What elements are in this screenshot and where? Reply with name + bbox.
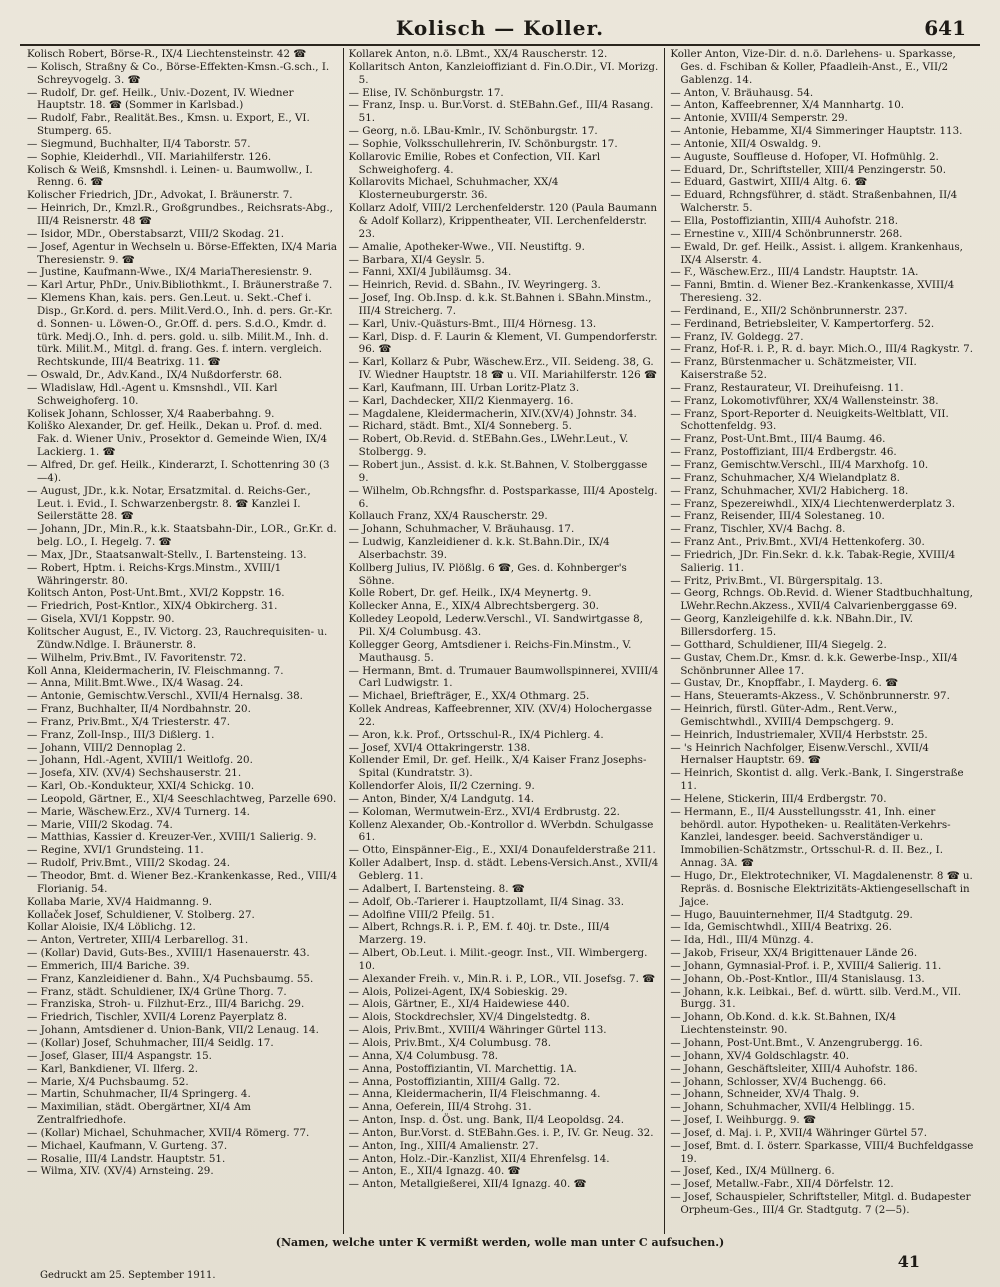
- directory-entry: — Justine, Kaufmann-Wwe., IX/4 MariaTheresienstr. 9.: [27, 266, 313, 279]
- directory-entry: — Rudolf, Dr. gef. Heilk., Univ.-Dozent, IV. Wiedner Hauptstr. 18. ☎ (Sommer in Karlsbad.): [27, 86, 294, 112]
- directory-entry: — Karl Artur, PhDr., Univ.Bibliothkmt., I. Bräunerstraße 7.: [27, 279, 333, 292]
- directory-entry: — Robert, Ob.Revid. d. StEBahn.Ges., LWehr.Leut., V. Stolbergg. 9.: [348, 433, 629, 459]
- directory-entry: — Heinrich, Dr., Kmzl.R., Großgrundbes., Reichsrats-Abg., III/4 Reisnerstr. 48 ☎: [27, 202, 333, 227]
- directory-entry: — Siegmund, Buchhalter, II/4 Taborstr. 57.: [27, 137, 251, 150]
- directory-entry: — Anton, V. Bräuhausg. 54.: [670, 86, 814, 99]
- directory-entry: — Alexander Freih. v., Min.R. i. P., LOR., VII. Josefsg. 7. ☎: [348, 972, 655, 985]
- directory-entry: — Karl, Kaufmann, III. Urban Loritz-Platz 3.: [348, 381, 580, 394]
- directory-entry: — Franz, Tischler, XV/4 Bachg. 8.: [670, 523, 846, 536]
- directory-entry: — Josef, Agentur in Wechseln u. Börse-Effekten, IX/4 Maria Theresienstr. 9. ☎: [27, 240, 338, 266]
- directory-entry: — Helene, Stickerin, III/4 Erdbergstr. 70.: [670, 792, 887, 805]
- directory-entry: — Elise, IV. Schönburgstr. 17.: [348, 86, 504, 99]
- print-date: Gedruckt am 25. September 1911.: [40, 1270, 216, 1281]
- directory-entry: — Karl, Kollarz & Pubr, Wäschew.Erz., VII. Seideng. 38, G. IV. Wiedner Hauptstr. 18 ☎ u. VII. Mariahilferstr. 126 ☎: [348, 356, 657, 382]
- directory-entry: — Alois, Priv.Bmt., XVIII/4 Währinger Gürtel 113.: [348, 1024, 607, 1037]
- directory-entry: — Franz, Priv.Bmt., X/4 Triesterstr. 47.: [27, 715, 231, 728]
- directory-entry: — Adalbert, I. Bartensteing. 8. ☎: [348, 882, 525, 895]
- directory-entry: Kollaček Josef, Schuldiener, V. Stolberg. 27.: [27, 908, 255, 921]
- directory-entry: — Karl, Bankdiener, VI. Ilferg. 2.: [27, 1062, 198, 1075]
- directory-entry: — Anton, Holz.-Dir.-Kanzlist, XII/4 Ehrenfelsg. 14.: [348, 1152, 610, 1165]
- directory-entry: — Franz, Bürstenmacher u. Schätzmeister, VII. Kaiserstraße 52.: [670, 356, 917, 382]
- directory-entry: — Alois, Polizei-Agent, IX/4 Sobieskig. 29.: [348, 985, 568, 998]
- directory-entry: — Antonie, XVIII/4 Semperstr. 29.: [670, 112, 848, 125]
- directory-entry: Kolle Robert, Dr. gef. Heilk., IX/4 Meynertg. 9.: [348, 587, 592, 600]
- directory-entry: — Eduard, Rchngsführer, d. städt. Straßenbahnen, II/4 Walcherstr. 5.: [670, 189, 958, 215]
- column-1: [22, 48, 343, 1234]
- directory-entry: — Johann, Ob.-Post-Kntlor., III/4 Stanislausg. 13.: [670, 972, 925, 985]
- directory-entry: — Josef, XVI/4 Ottakringerstr. 138.: [348, 741, 531, 754]
- directory-entry: — Eduard, Dr., Schriftsteller, XIII/4 Penzingerstr. 50.: [670, 163, 946, 176]
- directory-entry: — Johann, VIII/2 Dennoplag 2.: [27, 741, 186, 754]
- directory-entry: — Amalie, Apotheker-Wwe., VII. Neustiftg. 9.: [348, 240, 585, 253]
- directory-entry: — Otto, Einspänner-Eig., E., XXI/4 Donaufelderstraße 211.: [348, 844, 656, 857]
- directory-entry: — Johann, Hdl.-Agent, XVIII/1 Weitlofg. 20.: [27, 754, 253, 767]
- directory-entry: — Franz, städt. Schuldiener, IX/4 Grüne Thorg. 7.: [27, 985, 287, 998]
- directory-entry: — Johann, XV/4 Goldschlagstr. 40.: [670, 1049, 850, 1062]
- directory-entry: — Matthias, Kassier d. Kreuzer-Ver., XVIII/1 Salierig. 9.: [27, 831, 317, 844]
- directory-entry: — Josef, Bmt. d. I. österr. Sparkasse, VIII/4 Buchfeldgasse 19.: [670, 1139, 974, 1165]
- directory-entry: — Max, JDr., Staatsanwalt-Stellv., I. Bartensteing. 13.: [27, 548, 307, 561]
- directory-entry: — Ella, Postoffiziantin, XIII/4 Auhofstr. 218.: [670, 214, 898, 227]
- directory-entry: — Franz, Insp. u. Bur.Vorst. d. StEBahn.Gef., III/4 Rasang. 51.: [348, 99, 654, 125]
- directory-entry: — Anna, Kleidermacherin, II/4 Fleischmanng. 4.: [348, 1088, 601, 1101]
- directory-entry: Kollender Emil, Dr. gef. Heilk., X/4 Kaiser Franz Josephs-Spital (Kundratstr. 3).: [348, 754, 647, 780]
- directory-entry: — (Kollar) David, Guts-Bes., XVIII/1 Hasenauerstr. 43.: [27, 947, 310, 960]
- directory-entry: — Rosalie, III/4 Landstr. Hauptstr. 51.: [27, 1152, 226, 1165]
- directory-entry: — Franz, Post-Unt.Bmt., III/4 Baumg. 46.: [670, 433, 886, 446]
- directory-entry: — Robert, Hptm. i. Reichs-Krgs.Minstm., XVIII/1 Währingerstr. 80.: [27, 561, 282, 587]
- directory-entry: — Franz, Buchhalter, II/4 Nordbahnstr. 20.: [27, 703, 251, 716]
- directory-entry: Kollegger Georg, Amtsdiener i. Reichs-Fin.Minstm., V. Mauthausg. 5.: [348, 638, 632, 664]
- directory-entry: — Josef, d. Maj. i. P., XVII/4 Währinger Gürtel 57.: [670, 1126, 928, 1139]
- directory-entry: Koll Anna, Kleidermacherin, IV. Fleischmanng. 7.: [27, 664, 284, 677]
- directory-entry: — Ferdinand, E., XII/2 Schönbrunnerstr. 237.: [670, 304, 908, 317]
- page-header: [20, 10, 980, 44]
- directory-entry: — Klemens Khan, kais. pers. Gen.Leut. u. Sekt.-Chef i. Disp., Gr.Kord. d. pers. Milit.Verd.O., Inh. d. pers. Gr.-Kr. d. Sonnen- u. Löwen-O., Gr.Off. d. pers. S.d.O., Kmdr. d. türk. Medj.O., Inh. d. pers. gold. u. silb. Milit.M., Inh. d. türk. Milit.M., Mitgl. d. frang. Ges. f. intern. vergleich. Rechtskunde, III/4 Beatrixg. 11. ☎: [27, 292, 333, 369]
- directory-entry: Kollarovits Michael, Schuhmacher, XX/4 Klosterneuburgerstr. 36.: [348, 176, 559, 202]
- directory-entry: — Emmerich, III/4 Bariche. 39.: [27, 959, 190, 972]
- directory-entry: — Franz, Lokomotivführer, XX/4 Wallensteinstr. 38.: [670, 394, 939, 407]
- header-rule: [20, 44, 980, 46]
- directory-entry: — Heinrich, Revid. d. SBahn., IV. Weyringerg. 3.: [348, 279, 601, 292]
- directory-entry: — Albert, Rchngs.R. i. P., EM. f. 40j. tr. Dste., III/4 Marzerg. 19.: [348, 921, 610, 947]
- directory-entry: Kollarz Adolf, VIII/2 Lerchenfelderstr. 120 (Paula Baumann & Adolf Kollarz), Krippentheater, VII. Lerchenfelderstr. 23.: [348, 202, 658, 240]
- directory-entry: — Ewald, Dr. gef. Heilk., Assist. i. allgem. Krankenhaus, IX/4 Alserstr. 4.: [670, 240, 963, 266]
- directory-entry: — Jakob, Friseur, XX/4 Brigittenauer Lände 26.: [670, 947, 918, 960]
- directory-entry: — Anton, Binder, X/4 Landgutg. 14.: [348, 792, 535, 805]
- directory-entry: — Franz, Reisender, III/4 Solestaneg. 10.: [670, 510, 885, 523]
- directory-entry: — Friedrich, Post-Kntlor., XIX/4 Obkircherg. 31.: [27, 600, 278, 613]
- directory-entry: Kollecker Anna, E., XIX/4 Albrechtsbergerg. 30.: [348, 600, 599, 613]
- directory-entry: — Hugo, Bauuinternehmer, II/4 Stadtgutg. 29.: [670, 908, 913, 921]
- directory-entry: — Franz, Zoll-Insp., III/3 Dißlerg. 1.: [27, 728, 215, 741]
- directory-entry: Kollarovic Emilie, Robes et Confection, VII. Karl Schweighoferg. 4.: [348, 150, 601, 176]
- directory-entry: Kollenz Alexander, Ob.-Kontrollor d. WVerbdn. Schulgasse 61.: [348, 818, 654, 844]
- directory-entry: — Johann, Ob.Kond. d. k.k. St.Bahnen, IX/4 Liechtensteinstr. 90.: [670, 1011, 897, 1037]
- directory-entry: — Michael, Briefträger, E., XX/4 Othmarg. 25.: [348, 690, 590, 703]
- directory-entry: — Marie, X/4 Puchsbaumg. 52.: [27, 1075, 189, 1088]
- directory-entry: — Anton, Insp. d. Öst. ung. Bank, II/4 Leopoldsg. 24.: [348, 1114, 625, 1127]
- directory-entry: — Gustav, Dr., Knopffabr., I. Mayderg. 6. ☎: [670, 677, 898, 690]
- directory-entry: — Hermann, Bmt. d. Trumauer Baumwollspinnerei, XVIII/4 Carl Ludwigstr. 1.: [348, 664, 659, 690]
- directory-entry: — Friedrich, Tischler, XVII/4 Lorenz Payerplatz 8.: [27, 1011, 288, 1024]
- directory-entry: — Franz, Hof-R. i. P., R. d. bayr. Mich.O., III/4 Ragkystr. 7.: [670, 343, 973, 356]
- directory-entry: — Fanni, XXI/4 Jubiläumsg. 34.: [348, 266, 512, 279]
- directory-entry: — Adolf, Ob.-Tarierer i. Hauptzollamt, II/4 Sinag. 33.: [348, 895, 625, 908]
- directory-entry: — Hugo, Dr., Elektrotechniker, VI. Magdalenenstr. 8 ☎ u. Repräs. d. Bosnische Elektrizitäts-Aktiengesellschaft in Jajce.: [670, 870, 973, 908]
- directory-entry: — Karl, Disp. d. F. Laurin & Klement, VI. Gumpendorferstr. 96. ☎: [348, 330, 658, 356]
- directory-entry: — Anna, Milit.Bmt.Wwe., IX/4 Wasag. 24.: [27, 677, 244, 690]
- directory-entry: Kollarek Anton, n.ö. LBmt., XX/4 Rauscherstr. 12.: [348, 48, 608, 60]
- directory-entry: — Alfred, Dr. gef. Heilk., Kinderarzt, I. Schottenring 30 (3—4).: [27, 459, 330, 484]
- directory-entry: — Wilhelm, Ob.Rchngsfhr. d. Postsparkasse, III/4 Apostelg. 6.: [348, 484, 658, 510]
- directory-entry: — Josef, Ked., IX/4 Müllnerg. 6.: [670, 1165, 835, 1178]
- directory-entry: Kollendorfer Alois, II/2 Czerning. 9.: [348, 780, 535, 793]
- directory-entry: — Anton, Kaffeebrenner, X/4 Mannhartg. 10.: [670, 99, 905, 112]
- directory-entry: — Franz, Kanzleidiener d. Bahn., X/4 Puchsbaumg. 55.: [27, 972, 314, 985]
- directory-entry: — Robert jun., Assist. d. k.k. St.Bahnen, V. Stolberggasse 9.: [348, 459, 648, 484]
- directory-entry: Kolisek Johann, Schlosser, X/4 Raaberbahng. 9.: [27, 407, 275, 420]
- directory-entry: — August, JDr., k.k. Notar, Ersatzmital. d. Reichs-Ger., Leut. i. Evid., I. Schwarzenbergstr. 8. ☎ Kanzlei I. Seilerstätte 28. ☎: [27, 484, 311, 523]
- directory-entry: — Sophie, Volksschullehrerin, IV. Schönburgstr. 17.: [348, 137, 618, 150]
- directory-entry: — Eduard, Gastwirt, XIII/4 Altg. 6. ☎: [670, 176, 868, 189]
- directory-entry: — Wilma, XIV. (XV/4) Arnsteing. 29.: [27, 1165, 214, 1178]
- directory-entry: — Marie, VIII/2 Skodag. 74.: [27, 818, 173, 831]
- bottom-page-number: 41: [897, 1252, 920, 1271]
- directory-entry: — Anton, Bur.Vorst. d. StEBahn.Ges. i. P., IV. Gr. Neug. 32.: [348, 1126, 654, 1139]
- directory-entry: Kolischer Friedrich, JDr., Advokat, I. Bräunerstr. 7.: [27, 189, 293, 202]
- directory-entry: — Josef, Glaser, III/4 Aspangstr. 15.: [27, 1049, 212, 1062]
- directory-entry: — Alois, Gärtner, E., XI/4 Haidewiese 440.: [348, 998, 570, 1011]
- directory-entry: Kollar Aloisie, IX/4 Löblichg. 12.: [27, 921, 196, 934]
- directory-entry: — Adolfine VIII/2 Pfeilg. 51.: [348, 908, 495, 921]
- directory-entry: — Anna, Postoffiziantin, VI. Marchettig. 1A.: [348, 1062, 577, 1075]
- directory-entry: — Gisela, XVI/1 Koppstr. 90.: [27, 613, 175, 626]
- directory-entry: — Johann, Gymnasial-Prof. i. P., XVIII/4 Salierig. 11.: [670, 959, 942, 972]
- directory-entry: — Kolisch, Straßny & Co., Börse-Effekten-Kmsn.-G.sch., I. Schreyvogelg. 3. ☎: [27, 60, 330, 86]
- directory-entry: — Johann, Schneider, XV/4 Thalg. 9.: [670, 1088, 860, 1101]
- directory-entry: — Karl, Dachdecker, XII/2 Kienmayerg. 16.: [348, 394, 574, 407]
- directory-entry: — Leopold, Gärtner, E., XI/4 Seeschlachtweg, Parzelle 690.: [27, 792, 337, 805]
- directory-entry: — Franz, Sport-Reporter d. Neuigkeits-Weltblatt, VII. Schottenfeldg. 93.: [670, 407, 949, 433]
- footer-note: (Namen, welche unter K vermißt werden, wolle man unter C aufsuchen.): [275, 1236, 725, 1249]
- directory-entry: — Ida, Hdl., III/4 Münzg. 4.: [670, 934, 814, 947]
- directory-entry: — Gustav, Chem.Dr., Kmsr. d. k.k. Gewerbe-Insp., XII/4 Schönbrunner Allee 17.: [670, 651, 958, 677]
- directory-entry: — Maximilian, städt. Obergärtner, XI/4 Am Zentralfriedhofe.: [27, 1101, 251, 1127]
- directory-entry: — Michael, Kaufmann, V. Gurteng. 37.: [27, 1139, 228, 1152]
- directory-entry: — Anna, Oeferein, III/4 Strohg. 31.: [348, 1101, 532, 1114]
- directory-entry: — Rudolf, Priv.Bmt., VIII/2 Skodag. 24.: [27, 857, 230, 870]
- directory-entry: Kolisch Robert, Börse-R., IX/4 Liechtensteinstr. 42 ☎: [27, 48, 307, 60]
- directory-entry: — Alois, Stockdrechsler, XV/4 Dingelstedtg. 8.: [348, 1011, 591, 1024]
- directory-entry: — Auguste, Souffleuse d. Hofoper, VI. Hofmühlg. 2.: [670, 150, 939, 163]
- directory-entry: — Oswald, Dr., Adv.Kand., IX/4 Nußdorferstr. 68.: [27, 369, 283, 382]
- directory-entry: — Franz, IV. Goldegg. 27.: [670, 330, 804, 343]
- directory-entry: — Heinrich, fürstl. Güter-Adm., Rent.Verw., Gemischtwhdl., XVIII/4 Dempschgerg. 9.: [670, 703, 898, 728]
- directory-entry: — Ida, Gemischtwhdl., XIII/4 Beatrixg. 26.: [670, 921, 892, 934]
- directory-entry: — Fanni, Bmtin. d. Wiener Bez.-Krankenkasse, XVIII/4 Theresieng. 32.: [670, 279, 955, 305]
- directory-entry: — Isidor, MDr., Oberstabsarzt, VIII/2 Skodag. 21.: [27, 227, 285, 240]
- directory-entry: — Anton, Metallgießerei, XII/4 Ignazg. 40. ☎: [348, 1178, 587, 1191]
- directory-entry: — Hermann, E., II/4 Ausstellungsstr. 41, Inh. einer behördl. autor. Hypotheken- u. Realitäten-Verkehrs-Kanzlei, landesger. beeid. Sachverständiger u. Immobilien-Schätzmstr., Ortsschul-R. d. II. Bez., I. Annag. 3A. ☎: [670, 805, 951, 870]
- directory-entry: Kollauch Franz, XX/4 Rauscherstr. 29.: [348, 510, 548, 523]
- directory-entry: — Ferdinand, Betriebsleiter, V. Kampertorferg. 52.: [670, 317, 935, 330]
- running-title: Kolisch — Koller.: [395, 16, 605, 40]
- directory-entry: — Antonie, XII/4 Oswaldg. 9.: [670, 137, 822, 150]
- directory-entry: — Georg, n.ö. LBau-Kmlr., IV. Schönburgstr. 17.: [348, 125, 598, 138]
- directory-entry: Koliško Alexander, Dr. gef. Heilk., Dekan u. Prof. d. med. Fak. d. Wiener Univ., Prosektor d. Gemeinde Wien, IX/4 Lackierg. 1. ☎: [27, 420, 328, 459]
- column-3: [664, 48, 986, 1234]
- directory-entry: — Georg, Rchngs. Ob.Revid. d. Wiener Stadtbuchhaltung, LWehr.Rechn.Akzess., XVII/4 Calvarienberggasse 69.: [670, 587, 973, 613]
- directory-entry: — Regine, XVI/1 Grundsteing. 11.: [27, 844, 204, 857]
- directory-entry: — Franz, Gemischtw.Verschl., III/4 Marxhofg. 10.: [670, 459, 929, 471]
- directory-entry: — Johann, Schuhmacher, V. Bräuhausg. 17.: [348, 523, 575, 536]
- directory-entry: — Johann, JDr., Min.R., k.k. Staatsbahn-Dir., LOR., Gr.Kr. d. belg. LO., I. Hegelg. 7. ☎: [27, 523, 337, 549]
- directory-entry: — Anton, Vertreter, XIII/4 Lerbarellog. 31.: [27, 934, 249, 947]
- directory-entry: — Anton, Ing., XIII/4 Amalienstr. 27.: [348, 1139, 539, 1152]
- directory-entry: — Antonie, Gemischtw.Verschl., XVII/4 Hernalsg. 38.: [27, 690, 303, 703]
- directory-entry: — Rudolf, Fabr., Realität.Bes., Kmsn. u. Export, E., VI. Stumperg. 65.: [27, 112, 310, 138]
- directory-entry: — Antonie, Hebamme, XI/4 Simmeringer Hauptstr. 113.: [670, 125, 963, 138]
- directory-entry: — F., Wäschew.Erz., III/4 Landstr. Hauptstr. 1A.: [670, 266, 919, 279]
- page-number: 641: [924, 16, 966, 40]
- directory-entry: — Josef, I. Weihburgg. 9. ☎: [670, 1114, 816, 1127]
- directory-entry: Kollaba Marie, XV/4 Haidmanng. 9.: [27, 895, 213, 908]
- directory-entry: Kollberg Julius, IV. Plößlg. 6 ☎, Ges. d. Kohnberger's Söhne.: [348, 561, 627, 587]
- directory-entry: — Georg, Kanzleigehilfe d. k.k. NBahn.Dir., IV. Billersdorferg. 15.: [670, 613, 913, 638]
- directory-entry: Koller Adalbert, Insp. d. städt. Lebens-Versich.Anst., XVII/4 Geblerg. 11.: [348, 857, 659, 882]
- directory-entry: — Anton, E., XII/4 Ignazg. 40. ☎: [348, 1165, 521, 1178]
- directory-entry: — Johann, Geschäftsleiter, XIII/4 Auhofstr. 186.: [670, 1062, 918, 1075]
- directory-entry: — Heinrich, Skontist d. allg. Verk.-Bank, I. Singerstraße 11.: [670, 767, 964, 793]
- directory-entry: — Gotthard, Schuldiener, III/4 Siegelg. 2.: [670, 638, 887, 651]
- directory-entry: Koller Anton, Vize-Dir. d. n.ö. Darlehens- u. Sparkasse, Ges. d. Fschiban & Koller, Pfaadleih-Anst., E., VII/2 Gablenzg. 14.: [670, 48, 956, 86]
- directory-entry: — Franz, Spezereiwhdl., XIX/4 Liechtenwerderplatz 3.: [670, 497, 956, 510]
- directory-entry: — Anna, X/4 Columbusg. 78.: [348, 1049, 499, 1062]
- columns: [22, 48, 986, 1234]
- directory-entry: — Friedrich, JDr. Fin.Sekr. d. k.k. Tabak-Regie, XVIII/4 Salierig. 11.: [670, 548, 956, 574]
- directory-entry: — Barbara, XI/4 Geyslr. 5.: [348, 253, 485, 266]
- directory-entry: — Ludwig, Kanzleidiener d. k.k. St.Bahn.Dir., IX/4 Alserbachstr. 39.: [348, 536, 610, 561]
- directory-entry: Kolitsch Anton, Post-Unt.Bmt., XVI/2 Koppstr. 16.: [27, 587, 285, 600]
- directory-entry: — Heinrich, Industriemaler, XVII/4 Herbststr. 25.: [670, 728, 928, 741]
- directory-entry: — Ernestine v., XIII/4 Schönbrunnerstr. 268.: [670, 227, 903, 240]
- directory-entry: — Josef, Schauspieler, Schriftsteller, Mitgl. d. Budapester Orpheum-Ges., III/4 Gr. Stadtgutg. 7 (2—5).: [670, 1191, 971, 1216]
- directory-entry: — Fritz, Priv.Bmt., VI. Bürgerspitalg. 13.: [670, 574, 883, 587]
- directory-entry: — Alois, Priv.Bmt., X/4 Columbusg. 78.: [348, 1036, 552, 1049]
- directory-entry: — Koloman, Wermutwein-Erz., XVI/4 Erdbrustg. 22.: [348, 805, 620, 818]
- directory-entry: Kollek Andreas, Kaffeebrenner, XIV. (XV/4) Holochergasse 22.: [348, 703, 652, 728]
- directory-entry: — Albert, Ob.Leut. i. Milit.-geogr. Inst., VII. Wimbergerg. 10.: [348, 947, 648, 972]
- directory-entry: — Johann, Amtsdiener d. Union-Bank, VII/2 Lenaug. 14.: [27, 1024, 319, 1037]
- directory-entry: Kolledey Leopold, Lederw.Verschl., VI. Sandwirtgasse 8, Pil. X/4 Columbusg. 43.: [348, 613, 643, 638]
- directory-entry: — Johann, k.k. Leibkai., Bef. d. württ. silb. Verd.M., VII. Burgg. 31.: [670, 985, 961, 1011]
- directory-entry: — Franz Ant., Priv.Bmt., XVI/4 Hettenkoferg. 30.: [670, 536, 925, 549]
- directory-entry: — Theodor, Bmt. d. Wiener Bez.-Krankenkasse, Red., VIII/4 Florianig. 54.: [27, 870, 338, 895]
- directory-entry: Kollaritsch Anton, Kanzleioffiziant d. Fin.O.Dir., VI. Morizg. 5.: [348, 60, 659, 86]
- directory-entry: — Josef, Ing. Ob.Insp. d. k.k. St.Bahnen i. SBahn.Minstm., III/4 Streicherg. 7.: [348, 292, 652, 317]
- directory-entry: — Sophie, Kleiderhdl., VII. Mariahilferstr. 126.: [27, 150, 272, 163]
- column-2: [343, 48, 665, 1234]
- directory-entry: — Hans, Steueramts-Akzess., V. Schönbrunnerstr. 97.: [670, 690, 950, 703]
- directory-entry: — Josef, Metallw.-Fabr., XII/4 Dörfelstr. 12.: [670, 1178, 894, 1191]
- directory-entry: — Wladislaw, Hdl.-Agent u. Kmsnshdl., VII. Karl Schweighoferg. 10.: [27, 381, 278, 407]
- directory-entry: — Franz, Schuhmacher, XVI/2 Habicherg. 18.: [670, 484, 909, 497]
- directory-entry: Kolisch & Weiß, Kmsnshdl. i. Leinen- u. Baumwollw., I. Renng. 6. ☎: [27, 163, 313, 189]
- directory-entry: — Josefa, XIV. (XV/4) Sechshauserstr. 21.: [27, 767, 242, 780]
- directory-entry: — Johann, Post-Unt.Bmt., V. Anzengrubergg. 16.: [670, 1036, 923, 1049]
- directory-entry: — Anna, Postoffiziantin, XIII/4 Gallg. 72.: [348, 1075, 560, 1088]
- directory-entry: — Richard, städt. Bmt., XI/4 Sonneberg. 5.: [348, 420, 572, 433]
- directory-entry: — Wilhelm, Priv.Bmt., IV. Favoritenstr. 72.: [27, 651, 247, 664]
- directory-entry: — Magdalene, Kleidermacherin, XIV.(XV/4) Johnstr. 34.: [348, 407, 637, 420]
- directory-entry: — (Kollar) Josef, Schuhmacher, III/4 Seidlg. 17.: [27, 1036, 274, 1049]
- directory-entry: — Karl, Ob.-Kondukteur, XXI/4 Schickg. 10.: [27, 780, 255, 793]
- directory-entry: — Franz, Schuhmacher, X/4 Wielandplatz 8.: [670, 471, 900, 484]
- directory-entry: — Marie, Wäschew.Erz., XV/4 Turnerg. 14.: [27, 805, 250, 818]
- directory-entry: — Johann, Schlosser, XV/4 Buchengg. 66.: [670, 1075, 887, 1088]
- directory-entry: Kolitscher August, E., IV. Victorg. 23, Rauchrequisiten- u. Zündw.Ndlge. I. Bräunerstr. 8.: [27, 625, 328, 651]
- directory-entry: — (Kollar) Michael, Schuhmacher, XVII/4 Römerg. 77.: [27, 1126, 310, 1139]
- directory-entry: — Aron, k.k. Prof., Ortsschul-R., IX/4 Pichlerg. 4.: [348, 728, 604, 741]
- directory-entry: — Martin, Schuhmacher, II/4 Springerg. 4.: [27, 1088, 251, 1101]
- directory-entry: — Franziska, Stroh- u. Filzhut-Erz., III/4 Barichg. 29.: [27, 998, 305, 1011]
- directory-entry: — Johann, Schuhmacher, XVII/4 Helblingg. 15.: [670, 1101, 915, 1114]
- directory-entry: — Karl, Univ.-Quästurs-Bmt., III/4 Hörnesg. 13.: [348, 317, 597, 330]
- directory-entry: — Franz, Restaurateur, VI. Dreihufeisng. 11.: [670, 381, 904, 394]
- directory-entry: — 's Heinrich Nachfolger, Eisenw.Verschl., XVII/4 Hernalser Hauptstr. 69. ☎: [670, 741, 929, 767]
- directory-entry: — Franz, Postoffiziant, III/4 Erdbergstr. 46.: [670, 446, 897, 459]
